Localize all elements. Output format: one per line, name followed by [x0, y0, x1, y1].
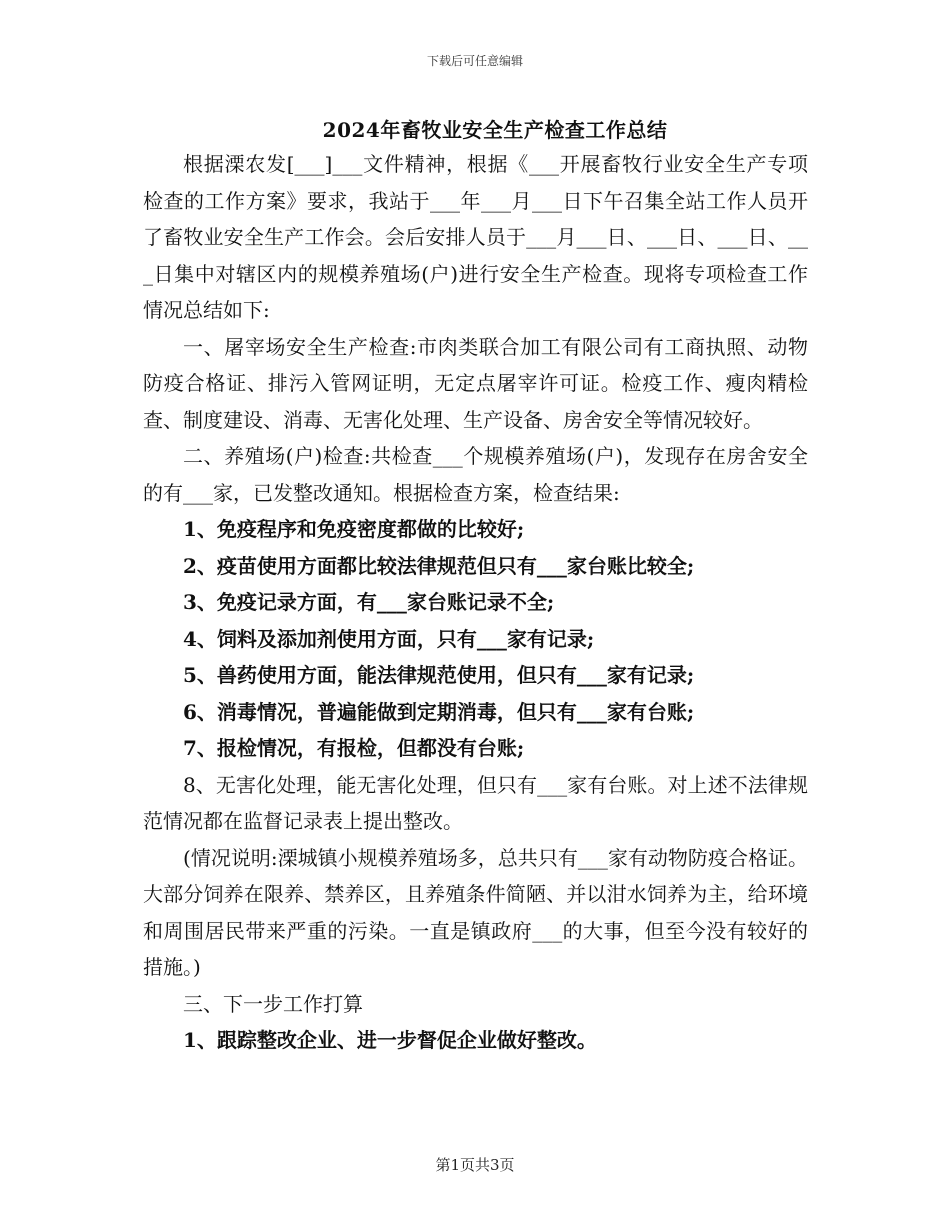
result-item-3: 3、免疫记录方面，有___家台账记录不全;: [183, 590, 555, 614]
result-item-5: 5、兽药使用方面，能法律规范使用，但只有___家有记录;: [183, 663, 695, 687]
result-item-8: 8、无害化处理，能无害化处理，但只有___家有台账。对上述不法律规范情况都在监督记录表上提出整改。: [143, 772, 808, 833]
heading-section-3: 三、下一步工作打算: [183, 991, 363, 1016]
page-footer-number: 第1页共3页: [435, 1156, 515, 1174]
plan-item-1: 1、跟踪整改企业、进一步督促企业做好整改。: [183, 1028, 597, 1052]
page-header-note: 下载后可任意编辑: [426, 54, 523, 68]
result-item-6: 6、消毒情况，普遍能做到定期消毒，但只有___家有台账;: [183, 699, 695, 724]
paragraph-situation-note: (情况说明:溧城镇小规模养殖场多，总共只有___家有动物防疫合格证。大部分饲养在限养、禁养区，且养殖条件简陋、并以泔水饲养为主，给环境和周围居民带来严重的污染。一直是镇政府___的大事，但至今没有较好的措施。): [143, 845, 808, 979]
result-item-7: 7、报检情况，有报检，但都没有台账;: [183, 736, 525, 760]
paragraph-section-2: 二、养殖场(户)检查:共检查___个规模养殖场(户)，发现存在房舍安全的有___家，已发整改通知。根据检查方案，检查结果:: [143, 444, 808, 505]
result-item-4: 4、饲料及添加剂使用方面，只有___家有记录;: [183, 626, 595, 651]
paragraph-section-1: 一、屠宰场安全生产检查:市肉类联合加工有限公司有工商执照、动物防疫合格证、排污入管网证明，无定点屠宰许可证。检疫工作、瘦肉精检查、制度建设、消毒、无害化处理、生产设备、房舍安全等情况较好。: [143, 334, 808, 432]
paragraph-intro: 根据溧农发[___]___文件精神，根据《___开展畜牧行业安全生产专项检查的工作方案》要求，我站于___年___月___日下午召集全站工作人员开了畜牧业安全生产工作会。会后安排人员于___月___日、___日、___日、___日集中对辖区内的规模养殖场(户)进行安全生产检查。现将专项检查工作情况总结如下:: [143, 152, 808, 322]
document-title: 2024年畜牧业安全生产检查工作总结: [322, 118, 668, 142]
result-item-2: 2、疫苗使用方面都比较法律规范但只有___家台账比较全;: [183, 553, 695, 578]
result-item-1: 1、免疫程序和免疫密度都做的比较好;: [183, 517, 525, 541]
document-body: [143, 146, 808, 1059]
